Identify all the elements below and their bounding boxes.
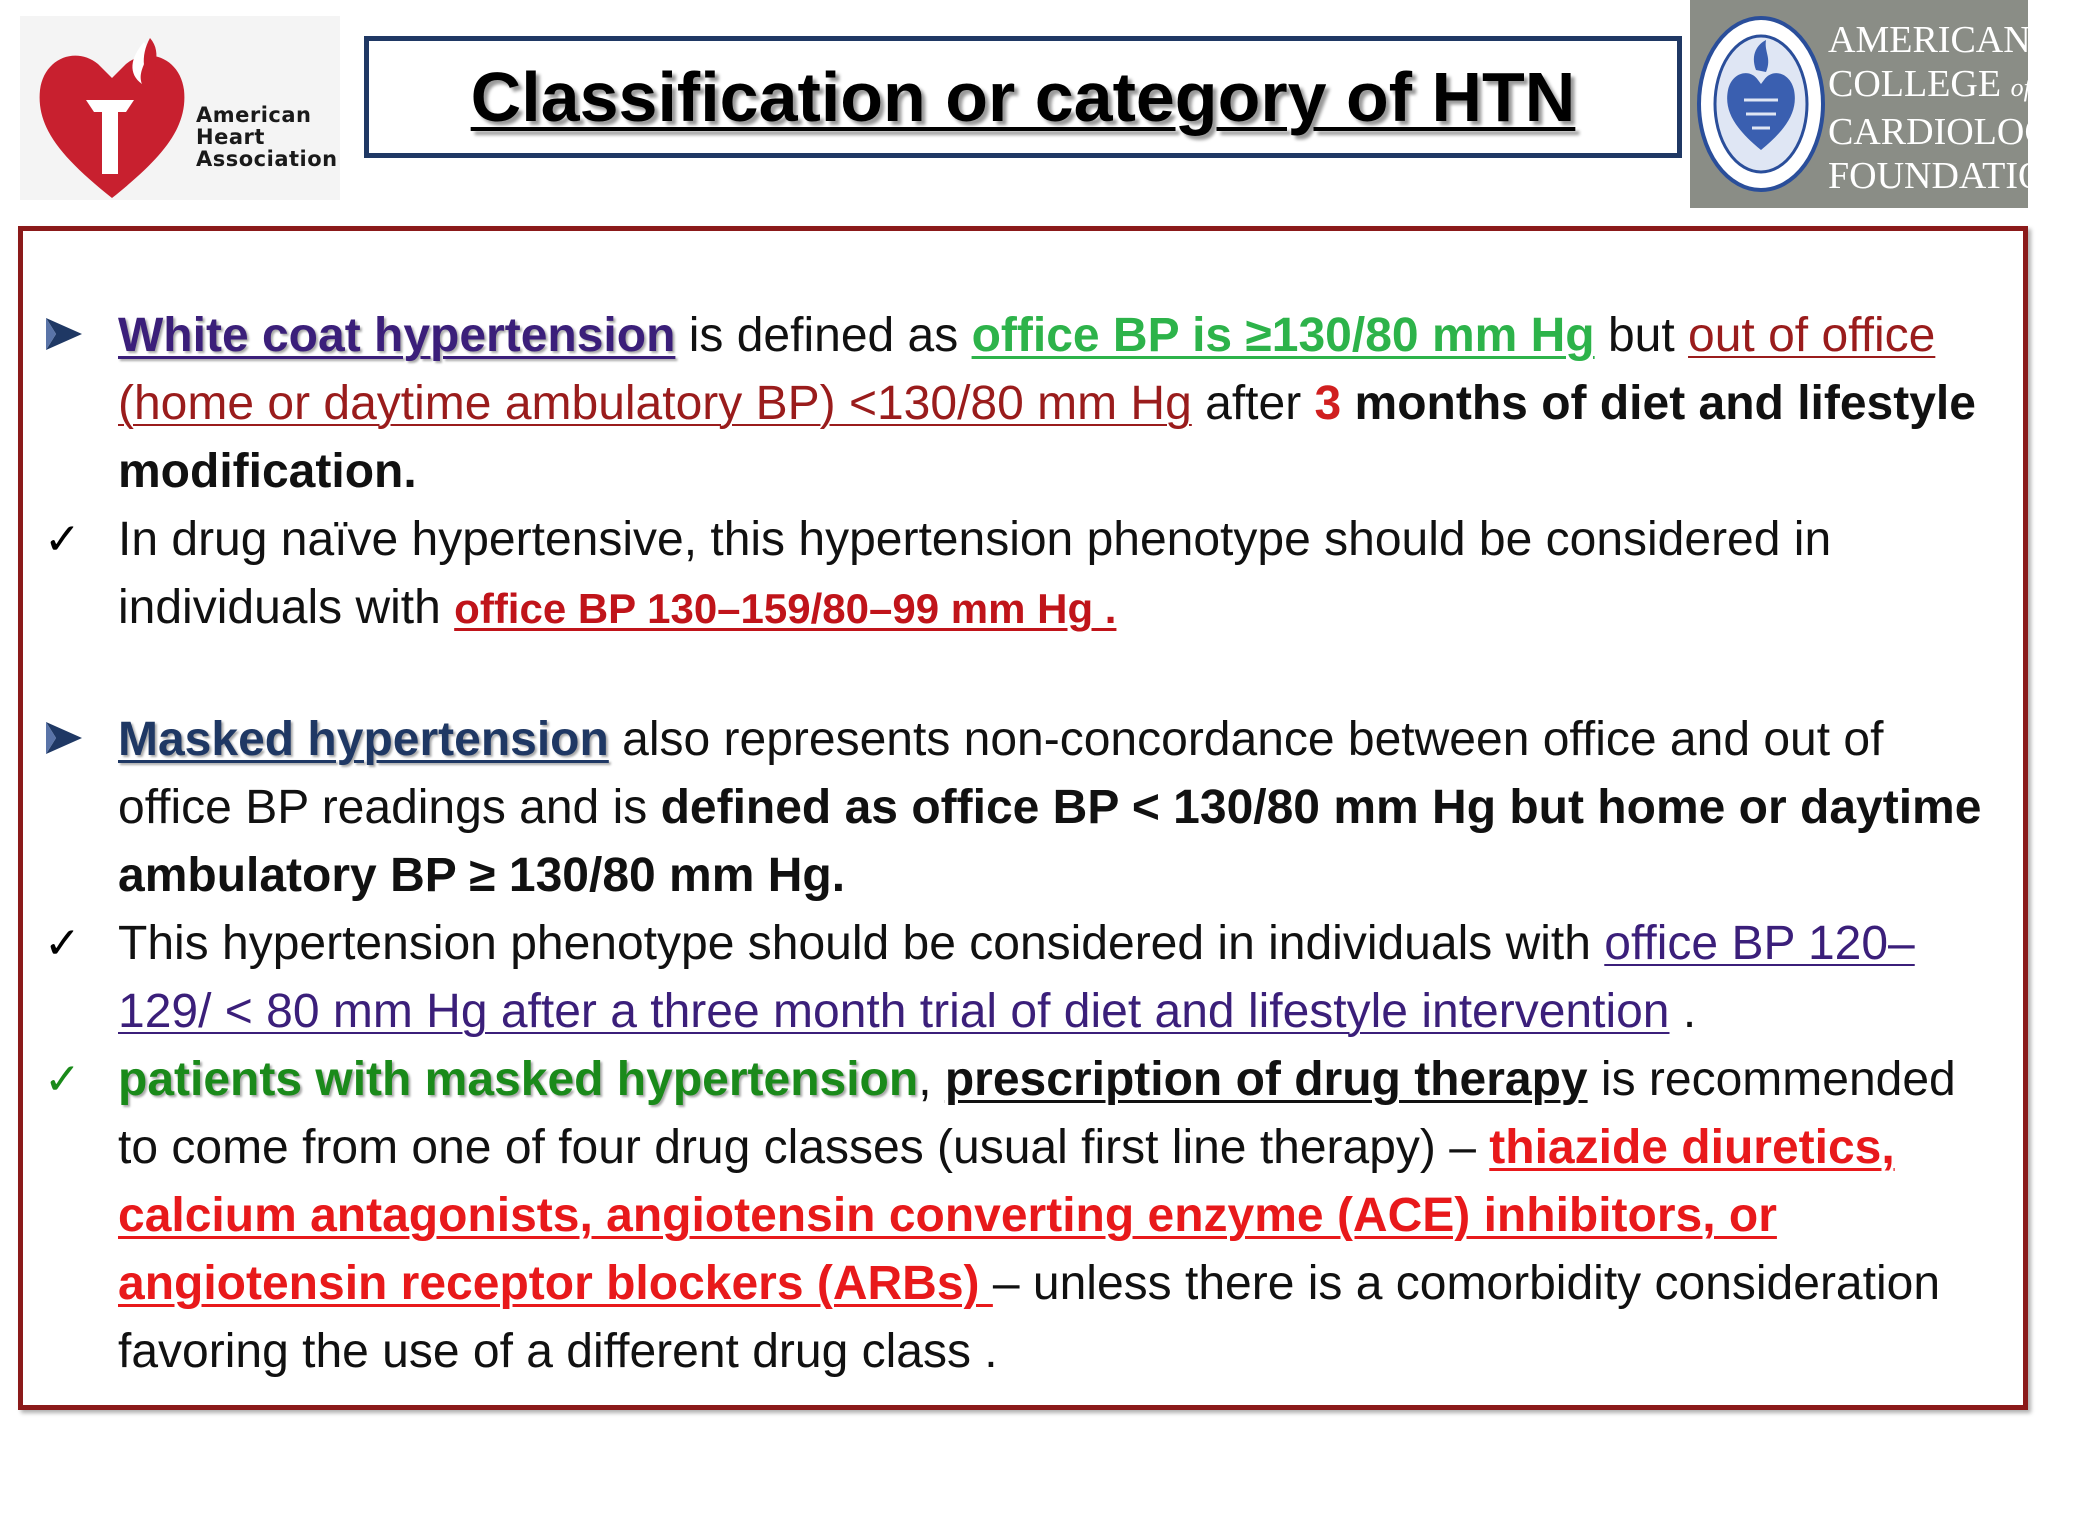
therapy-text-3: – unless there is a comorbidity consideration favoring the use of a different drug class .	[118, 1257, 1941, 1378]
acc-line-4: FOUNDATION	[1828, 155, 2073, 197]
white-coat-check-text: In drug naïve hypertensive, this hypertension phenotype should be considered in individuals with	[118, 513, 1832, 634]
aha-line-2: Heart	[196, 125, 265, 149]
therapy-paragraph	[118, 1046, 1998, 1386]
acc-logo-text	[1828, 18, 2079, 198]
checkmark-icon: ✓	[44, 514, 81, 565]
white-coat-months-text: months of diet and lifestyle modification.	[118, 377, 1976, 498]
arrow-bullet-icon	[44, 706, 84, 756]
therapy-drug-classes: thiazide diuretics, calcium antagonists, angiotensin converting enzyme (ACE) inhibitors, or angiotensin receptor blockers (ARBs)	[118, 1121, 1895, 1310]
masked-text-1: also represents non-concordance between office and out of office BP readings and is	[118, 713, 1884, 834]
white-coat-text-3: after	[1191, 377, 1315, 430]
aha-logo-text	[196, 104, 338, 170]
aha-line-1: American	[196, 103, 312, 127]
white-coat-months-number: 3	[1314, 377, 1342, 430]
acc-foundation-seal	[1694, 10, 1828, 198]
white-coat-term: White coat hypertension	[118, 309, 676, 362]
white-coat-office-bp: office BP is ≥130/80 mm Hg	[971, 309, 1595, 362]
checkmark-icon: ✓	[44, 1054, 81, 1105]
acc-logo	[1690, 0, 2079, 208]
acc-line-3: CARDIOLOGY	[1828, 111, 2079, 153]
masked-paragraph	[118, 706, 1998, 910]
checkmark-icon: ✓	[44, 918, 81, 969]
white-coat-check-range: office BP 130–159/80–99 mm Hg .	[454, 585, 1117, 632]
white-coat-text-2: but	[1594, 309, 1689, 362]
therapy-term: patients with masked hypertension	[118, 1053, 919, 1106]
white-coat-text-1: is defined as	[675, 309, 972, 362]
masked-check-range: office BP 120–129/ < 80 mm Hg after a three month trial of diet and lifestyle intervention	[118, 917, 1915, 1038]
masked-definition: defined as office BP < 130/80 mm Hg but home or daytime ambulatory BP ≥ 130/80 mm Hg.	[118, 781, 1982, 902]
white-coat-check-paragraph	[118, 506, 1998, 643]
heart-torch-icon	[32, 28, 192, 208]
white-coat-out-of-office: out of office (home or daytime ambulatory BP) <130/80 mm Hg	[118, 309, 1936, 430]
aha-logo	[20, 16, 340, 200]
title-box	[364, 36, 1682, 158]
acc-line-1: AMERICAN	[1828, 19, 2031, 61]
acc-line-2: COLLEGE of	[1828, 63, 2031, 105]
therapy-prescription: prescription of drug therapy	[944, 1053, 1588, 1106]
masked-check-text-2: .	[1669, 985, 1697, 1038]
masked-term: Masked hypertension	[118, 713, 609, 766]
therapy-text-1: ,	[918, 1053, 945, 1106]
aha-line-3: Association	[196, 147, 338, 171]
arrow-bullet-icon	[44, 302, 84, 352]
white-coat-paragraph	[118, 302, 1998, 506]
page-title: Classification or category of HTN	[470, 58, 1576, 136]
therapy-text-2: is recommended to come from one of four drug classes (usual first line therapy) –	[118, 1053, 1956, 1174]
masked-check-paragraph	[118, 910, 1998, 1046]
masked-check-text-1: This hypertension phenotype should be considered in individuals with	[118, 917, 1605, 970]
